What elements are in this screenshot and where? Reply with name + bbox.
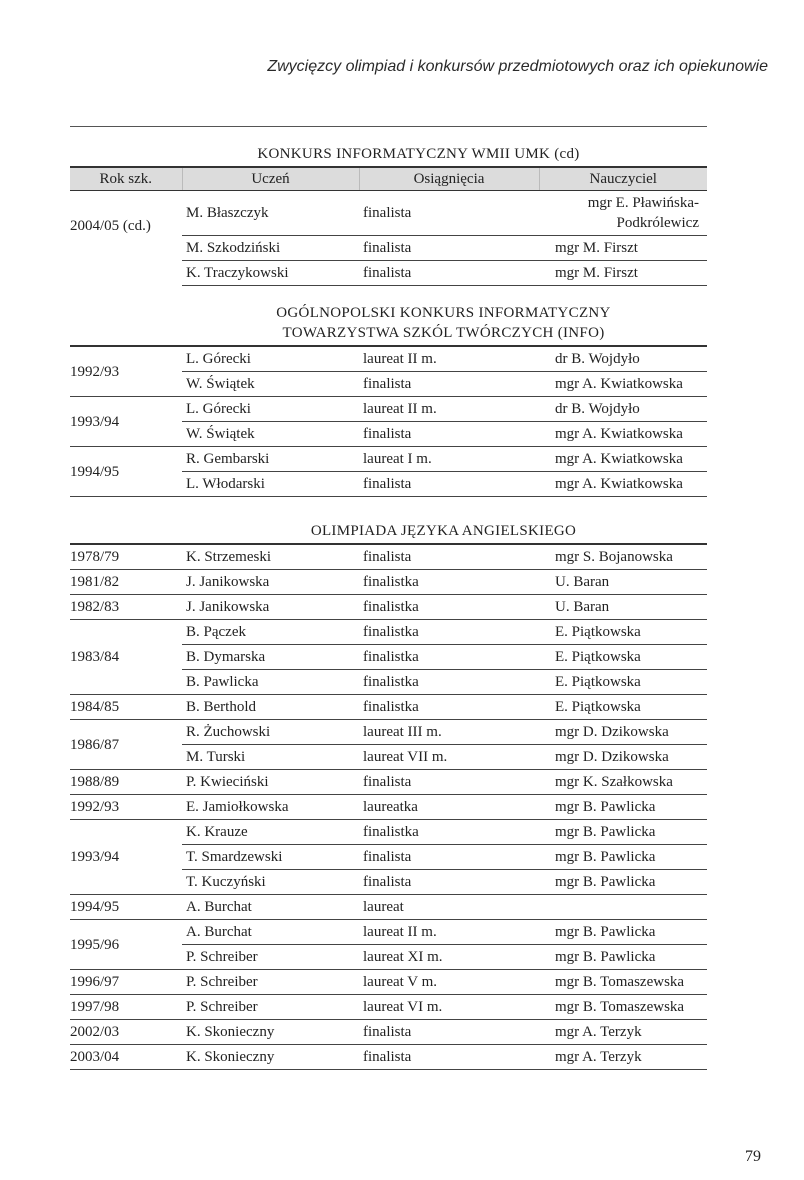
table-row xyxy=(70,397,707,422)
student-cell: W. Świątek xyxy=(182,372,359,397)
student-cell: K. Traczykowski xyxy=(182,261,359,286)
student-cell: P. Schreiber xyxy=(182,945,359,970)
result-cell: laureat III m. xyxy=(359,720,539,745)
teacher-cell: mgr A. Kwiatkowska xyxy=(539,422,707,447)
result-cell: laureat II m. xyxy=(359,346,539,372)
result-cell: finalista xyxy=(359,845,539,870)
table-row xyxy=(70,191,707,236)
table-row xyxy=(70,447,707,472)
student-cell: T. Kuczyński xyxy=(182,870,359,895)
result-cell: finalistka xyxy=(359,620,539,645)
student-cell: K. Strzemeski xyxy=(182,544,359,570)
year-cell: 1994/95 xyxy=(70,895,182,920)
year-cell: 1983/84 xyxy=(70,620,182,695)
student-cell: E. Jamiołkowska xyxy=(182,795,359,820)
result-cell: finalista xyxy=(359,236,539,261)
column-header-teacher: Nauczyciel xyxy=(539,167,707,191)
teacher-cell xyxy=(539,895,707,920)
teacher-cell: mgr B. Pawlicka xyxy=(539,820,707,845)
column-header-student: Uczeń xyxy=(182,167,359,191)
table-row xyxy=(70,920,707,945)
section-title-informatics-wmii: KONKURS INFORMATYCZNY WMII UMK (cd) xyxy=(257,146,580,162)
teacher-cell: mgr B. Tomaszewska xyxy=(539,970,707,995)
table-row xyxy=(70,720,707,745)
year-cell: 1978/79 xyxy=(70,544,182,570)
teacher-cell: E. Piątkowska xyxy=(539,645,707,670)
result-cell: finalista xyxy=(359,1045,539,1070)
year-cell: 2003/04 xyxy=(70,1045,182,1070)
teacher-cell: mgr B. Pawlicka xyxy=(539,795,707,820)
teacher-cell: mgr D. Dzikowska xyxy=(539,745,707,770)
student-cell: P. Schreiber xyxy=(182,995,359,1020)
table-row xyxy=(70,995,707,1020)
table-row xyxy=(70,1045,707,1070)
teacher-cell: mgr B. Tomaszewska xyxy=(539,995,707,1020)
year-cell: 1992/93 xyxy=(70,346,182,397)
column-header-year: Rok szk. xyxy=(70,167,182,191)
student-cell: J. Janikowska xyxy=(182,570,359,595)
result-cell: laureat II m. xyxy=(359,920,539,945)
teacher-cell: U. Baran xyxy=(539,595,707,620)
page-content xyxy=(70,144,707,1070)
result-cell: finalista xyxy=(359,422,539,447)
table-informatics-wmii xyxy=(70,166,707,286)
teacher-cell: dr B. Wojdyło xyxy=(539,397,707,422)
year-cell: 1996/97 xyxy=(70,970,182,995)
student-cell: P. Schreiber xyxy=(182,970,359,995)
result-cell: laureat II m. xyxy=(359,397,539,422)
student-cell: A. Burchat xyxy=(182,895,359,920)
student-cell: M. Turski xyxy=(182,745,359,770)
student-cell: P. Kwieciński xyxy=(182,770,359,795)
table-row xyxy=(70,795,707,820)
table-english-olympiad xyxy=(70,543,707,1070)
year-cell: 1981/82 xyxy=(70,570,182,595)
result-cell: finalista xyxy=(359,544,539,570)
result-cell: finalista xyxy=(359,870,539,895)
table-row xyxy=(70,620,707,645)
teacher-cell: E. Piątkowska xyxy=(539,670,707,695)
year-cell: 1995/96 xyxy=(70,920,182,970)
table-row xyxy=(70,895,707,920)
table-row xyxy=(70,1020,707,1045)
teacher-cell: E. Piątkowska xyxy=(539,620,707,645)
teacher-cell: mgr K. Szałkowska xyxy=(539,770,707,795)
student-cell: B. Pączek xyxy=(182,620,359,645)
student-cell: B. Pawlicka xyxy=(182,670,359,695)
student-cell: L. Górecki xyxy=(182,346,359,372)
header-rule xyxy=(70,126,707,127)
result-cell: finalistka xyxy=(359,820,539,845)
result-cell: finalista xyxy=(359,191,539,236)
student-cell: M. Błaszczyk xyxy=(182,191,359,236)
result-cell: finalista xyxy=(359,472,539,497)
teacher-cell: mgr B. Pawlicka xyxy=(539,845,707,870)
result-cell: laureat I m. xyxy=(359,447,539,472)
teacher-cell: E. Piątkowska xyxy=(539,695,707,720)
student-cell: L. Włodarski xyxy=(182,472,359,497)
year-cell: 1992/93 xyxy=(70,795,182,820)
student-cell: J. Janikowska xyxy=(182,595,359,620)
year-cell: 1988/89 xyxy=(70,770,182,795)
teacher-cell: mgr A. Terzyk xyxy=(539,1020,707,1045)
result-cell: finalista xyxy=(359,372,539,397)
table-row xyxy=(70,261,707,286)
year-cell: 2002/03 xyxy=(70,1020,182,1045)
teacher-cell: mgr M. Firszt xyxy=(539,261,707,286)
section-title-line: TOWARZYSTWA SZKÓL TWÓRCZYCH (INFO) xyxy=(282,325,605,341)
table-row xyxy=(70,595,707,620)
student-cell: L. Górecki xyxy=(182,397,359,422)
teacher-cell: mgr M. Firszt xyxy=(539,236,707,261)
student-cell: K. Skonieczny xyxy=(182,1020,359,1045)
teacher-cell: mgr A. Kwiatkowska xyxy=(539,472,707,497)
running-header: Zwycięzcy olimpiad i konkursów przedmiotowych oraz ich opiekunowie xyxy=(267,58,768,75)
teacher-cell: mgr A. Terzyk xyxy=(539,1045,707,1070)
student-cell: M. Szkodziński xyxy=(182,236,359,261)
student-cell: A. Burchat xyxy=(182,920,359,945)
result-cell: finalistka xyxy=(359,695,539,720)
student-cell: R. Gembarski xyxy=(182,447,359,472)
year-cell: 1982/83 xyxy=(70,595,182,620)
result-cell: finalista xyxy=(359,261,539,286)
result-cell: finalistka xyxy=(359,670,539,695)
result-cell: laureat VII m. xyxy=(359,745,539,770)
student-cell: B. Dymarska xyxy=(182,645,359,670)
table-row xyxy=(70,570,707,595)
teacher-cell: mgr S. Bojanowska xyxy=(539,544,707,570)
table-row xyxy=(70,346,707,372)
student-cell: K. Skonieczny xyxy=(182,1045,359,1070)
teacher-cell: mgr E. Pławińska-Podkrólewicz xyxy=(539,191,707,236)
student-cell: B. Berthold xyxy=(182,695,359,720)
column-header-result: Osiągnięcia xyxy=(359,167,539,191)
year-cell: 1993/94 xyxy=(70,397,182,447)
student-cell: T. Smardzewski xyxy=(182,845,359,870)
teacher-cell: mgr B. Pawlicka xyxy=(539,920,707,945)
student-cell: K. Krauze xyxy=(182,820,359,845)
table-info-contest xyxy=(70,345,707,497)
result-cell: laureatka xyxy=(359,795,539,820)
year-cell: 1994/95 xyxy=(70,447,182,497)
year-cell: 1997/98 xyxy=(70,995,182,1020)
result-cell: laureat XI m. xyxy=(359,945,539,970)
section-title-line: OGÓLNOPOLSKI KONKURS INFORMATYCZNY xyxy=(276,305,611,321)
result-cell: finalistka xyxy=(359,645,539,670)
teacher-cell: mgr B. Pawlicka xyxy=(539,870,707,895)
year-cell: 2004/05 (cd.) xyxy=(70,217,151,234)
teacher-cell: mgr D. Dzikowska xyxy=(539,720,707,745)
teacher-cell: mgr A. Kwiatkowska xyxy=(539,372,707,397)
page-number: 79 xyxy=(745,1148,761,1165)
table-header-row xyxy=(70,167,707,191)
result-cell: finalistka xyxy=(359,595,539,620)
year-cell: 1986/87 xyxy=(70,720,182,770)
year-cell xyxy=(70,261,182,286)
table-row xyxy=(70,970,707,995)
year-cell: 1984/85 xyxy=(70,695,182,720)
table-row xyxy=(70,695,707,720)
section-title-english-olympiad: OLIMPIADA JĘZYKA ANGIELSKIEGO xyxy=(310,523,577,539)
result-cell: laureat VI m. xyxy=(359,995,539,1020)
result-cell: finalistka xyxy=(359,570,539,595)
section-title-info-contest xyxy=(180,303,707,345)
result-cell: finalista xyxy=(359,770,539,795)
teacher-cell: mgr A. Kwiatkowska xyxy=(539,447,707,472)
result-cell: laureat V m. xyxy=(359,970,539,995)
year-cell: 1993/94 xyxy=(70,820,182,895)
student-cell: R. Żuchowski xyxy=(182,720,359,745)
teacher-cell: mgr B. Pawlicka xyxy=(539,945,707,970)
table-row xyxy=(70,770,707,795)
table-row xyxy=(70,820,707,845)
student-cell: W. Świątek xyxy=(182,422,359,447)
result-cell: finalista xyxy=(359,1020,539,1045)
teacher-cell: U. Baran xyxy=(539,570,707,595)
teacher-cell: dr B. Wojdyło xyxy=(539,346,707,372)
table-row xyxy=(70,544,707,570)
result-cell: laureat xyxy=(359,895,539,920)
